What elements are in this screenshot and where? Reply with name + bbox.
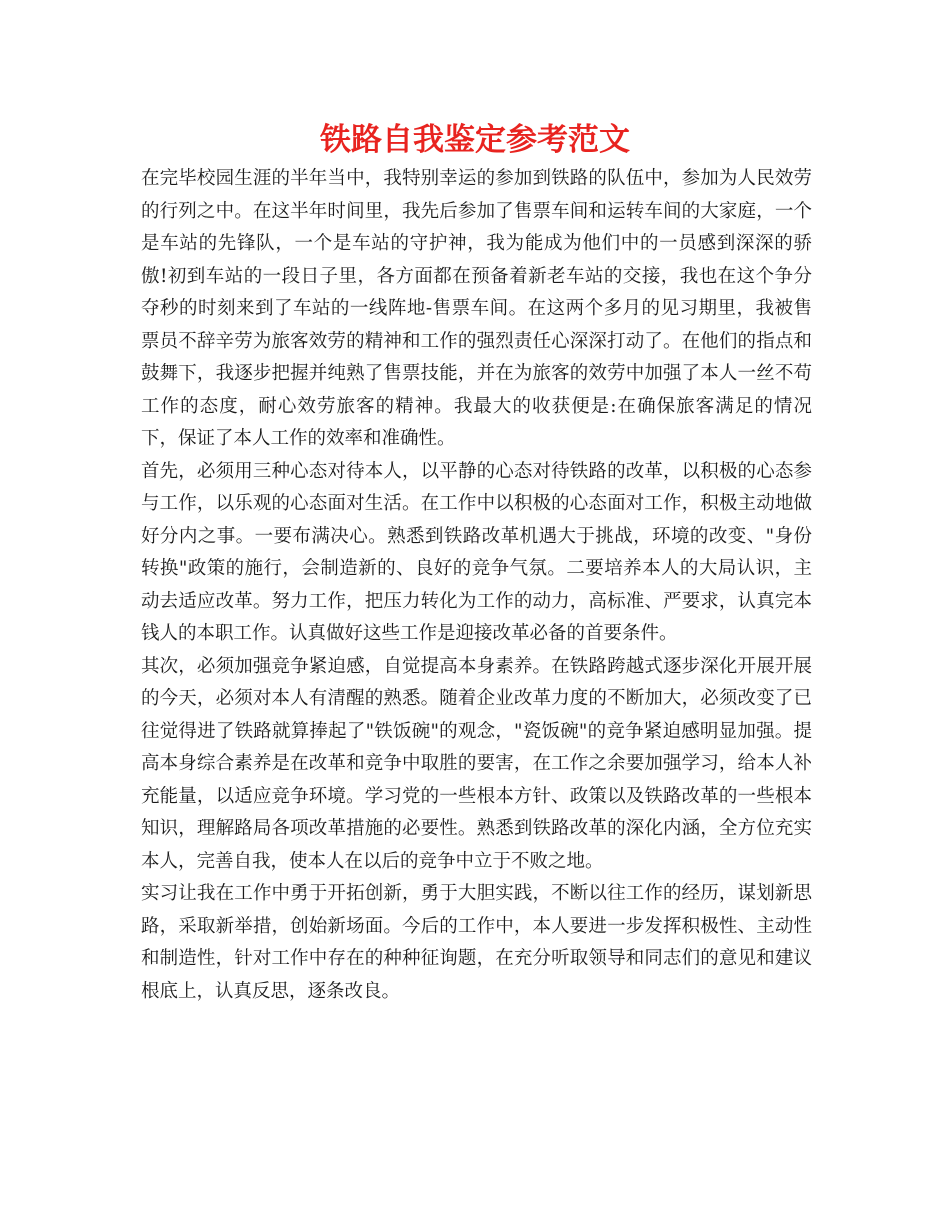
paragraph-first-point: 首先，必须用三种心态对待本人，以平静的心态对待铁路的改革，以积极的心态参与工作，以乐观的心态面对生活。在工作中以积极的心态面对工作，积极主动地做好分内之事。一要布满决心。熟悉到铁路改革机遇大于挑战，环境的改变、"身份转换"政策的施行，会制造新的、良好的竞争气氛。二要培养本人的大局认识，主动去适应改革。努力工作，把压力转化为工作的动力，高标准、严要求，认真完本钱人的本职工作。认真做好这些工作是迎接改革必备的首要条件。 [141, 460, 812, 644]
paragraph-intro: 在完毕校园生涯的半年当中，我特别幸运的参加到铁路的队伍中，参加为人民效劳的行列之中。在这半年时间里，我先后参加了售票车间和运转车间的大家庭，一个是车站的先锋队，一个是车站的守护神，我为能成为他们中的一员感到深深的骄傲!初到车站的一段日子里，各方面都在预备着新老车站的交接，我也在这个争分夺秒的时刻来到了车站的一线阵地-售票车间。在这两个多月的见习期里，我被售票员不辞辛劳为旅客效劳的精神和工作的强烈责任心深深打动了。在他们的指点和鼓舞下，我逐步把握并纯熟了售票技能，并在为旅客的效劳中加强了本人一丝不苟工作的态度，耐心效劳旅客的精神。我最大的收获便是:在确保旅客满足的情况下，保证了本人工作的效率和准确性。 [141, 168, 812, 449]
paragraph-conclusion: 实习让我在工作中勇于开拓创新，勇于大胆实践，不断以往工作的经历，谋划新思路，采取新举措，创始新场面。今后的工作中，本人要进一步发挥积极性、主动性和制造性，针对工作中存在的种种征询题，在充分听取领导和同志们的意见和建议根底上，认真反思，逐条改良。 [141, 883, 812, 1002]
document-title: 铁路自我鉴定参考范文 [320, 122, 630, 158]
document-body [141, 163, 812, 1008]
paragraph-second-point: 其次，必须加强竞争紧迫感，自觉提高本身素养。在铁路跨越式逐步深化开展开展的今天，必须对本人有清醒的熟悉。随着企业改革力度的不断加大，必须改变了已往觉得进了铁路就算捧起了"铁饭碗"的观念，"瓷饭碗"的竞争紧迫感明显加强。提高本身综合素养是在改革和竞争中取胜的要害，在工作之余要加强学习，给本人补充能量，以适应竞争环境。学习党的一些根本方针、政策以及铁路改革的一些根本知识，理解路局各项改革措施的必要性。熟悉到铁路改革的深化内涵，全方位充实本人，完善自我，使本人在以后的竞争中立于不败之地。 [141, 655, 812, 872]
